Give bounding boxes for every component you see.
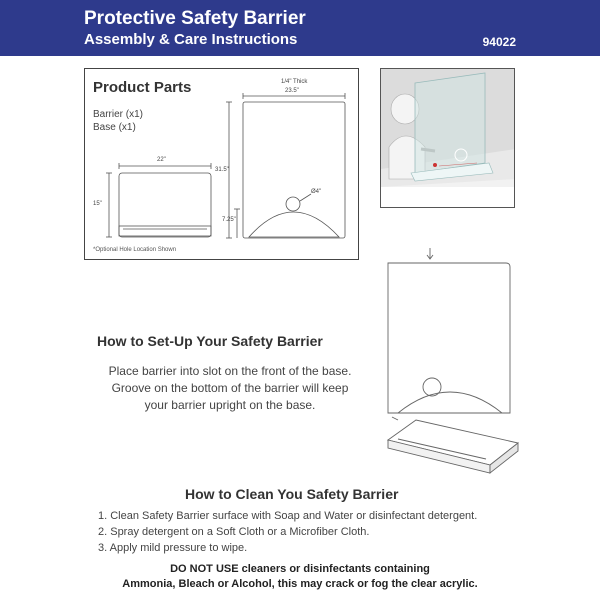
setup-line: your barrier upright on the base.: [144, 398, 316, 412]
product-photo-illustration: [381, 69, 515, 208]
setup-diagram: [378, 245, 520, 475]
dim-barrier-width: 23.5": [285, 88, 299, 94]
barrier-drawing: [226, 93, 345, 238]
cleaning-step: 3. Apply mild pressure to wipe.: [98, 542, 248, 554]
product-code: 94022: [482, 35, 516, 49]
part-item-base: Base (x1): [93, 122, 136, 133]
document-title: Protective Safety Barrier: [84, 8, 306, 29]
setup-line: Groove on the bottom of the barrier will keep: [111, 381, 349, 395]
header-band: [0, 0, 600, 56]
setup-line: Place barrier into slot on the front of the base.: [108, 364, 352, 378]
setup-instructions: [80, 363, 380, 414]
warning-line-1: DO NOT USE cleaners or disinfectants containing: [170, 563, 430, 575]
dim-thickness: 1/4" Thick: [281, 79, 308, 85]
cleaning-title: How to Clean You Safety Barrier: [185, 486, 399, 502]
product-photo: [380, 68, 515, 208]
dim-base-height: 15": [93, 201, 102, 207]
cleaning-step: 2. Spray detergent on a Soft Cloth or a Microfiber Cloth.: [98, 526, 370, 538]
setup-illustration: [378, 245, 520, 475]
dim-hole-diameter: Ø4": [311, 189, 322, 195]
cleaning-steps: [98, 508, 477, 556]
product-parts-title: Product Parts: [93, 79, 192, 96]
parts-diagram: [85, 69, 360, 261]
dim-barrier-height: 31.5": [215, 167, 229, 173]
document-subtitle: Assembly & Care Instructions: [84, 31, 298, 48]
dim-groove-height: 7.25": [222, 217, 236, 223]
dim-base-width: 22": [157, 157, 166, 163]
base-drawing: [106, 163, 211, 237]
product-parts-panel: [84, 68, 359, 260]
cleaning-step: 1. Clean Safety Barrier surface with Soap and Water or disinfectant detergent.: [98, 510, 478, 522]
optional-hole-note: *Optional Hole Location Shown: [93, 247, 177, 253]
part-item-barrier: Barrier (x1): [93, 109, 144, 120]
setup-title: How to Set-Up Your Safety Barrier: [97, 333, 323, 349]
warning-line-2: Ammonia, Bleach or Alcohol, this may crack or fog the clear acrylic.: [122, 578, 478, 590]
